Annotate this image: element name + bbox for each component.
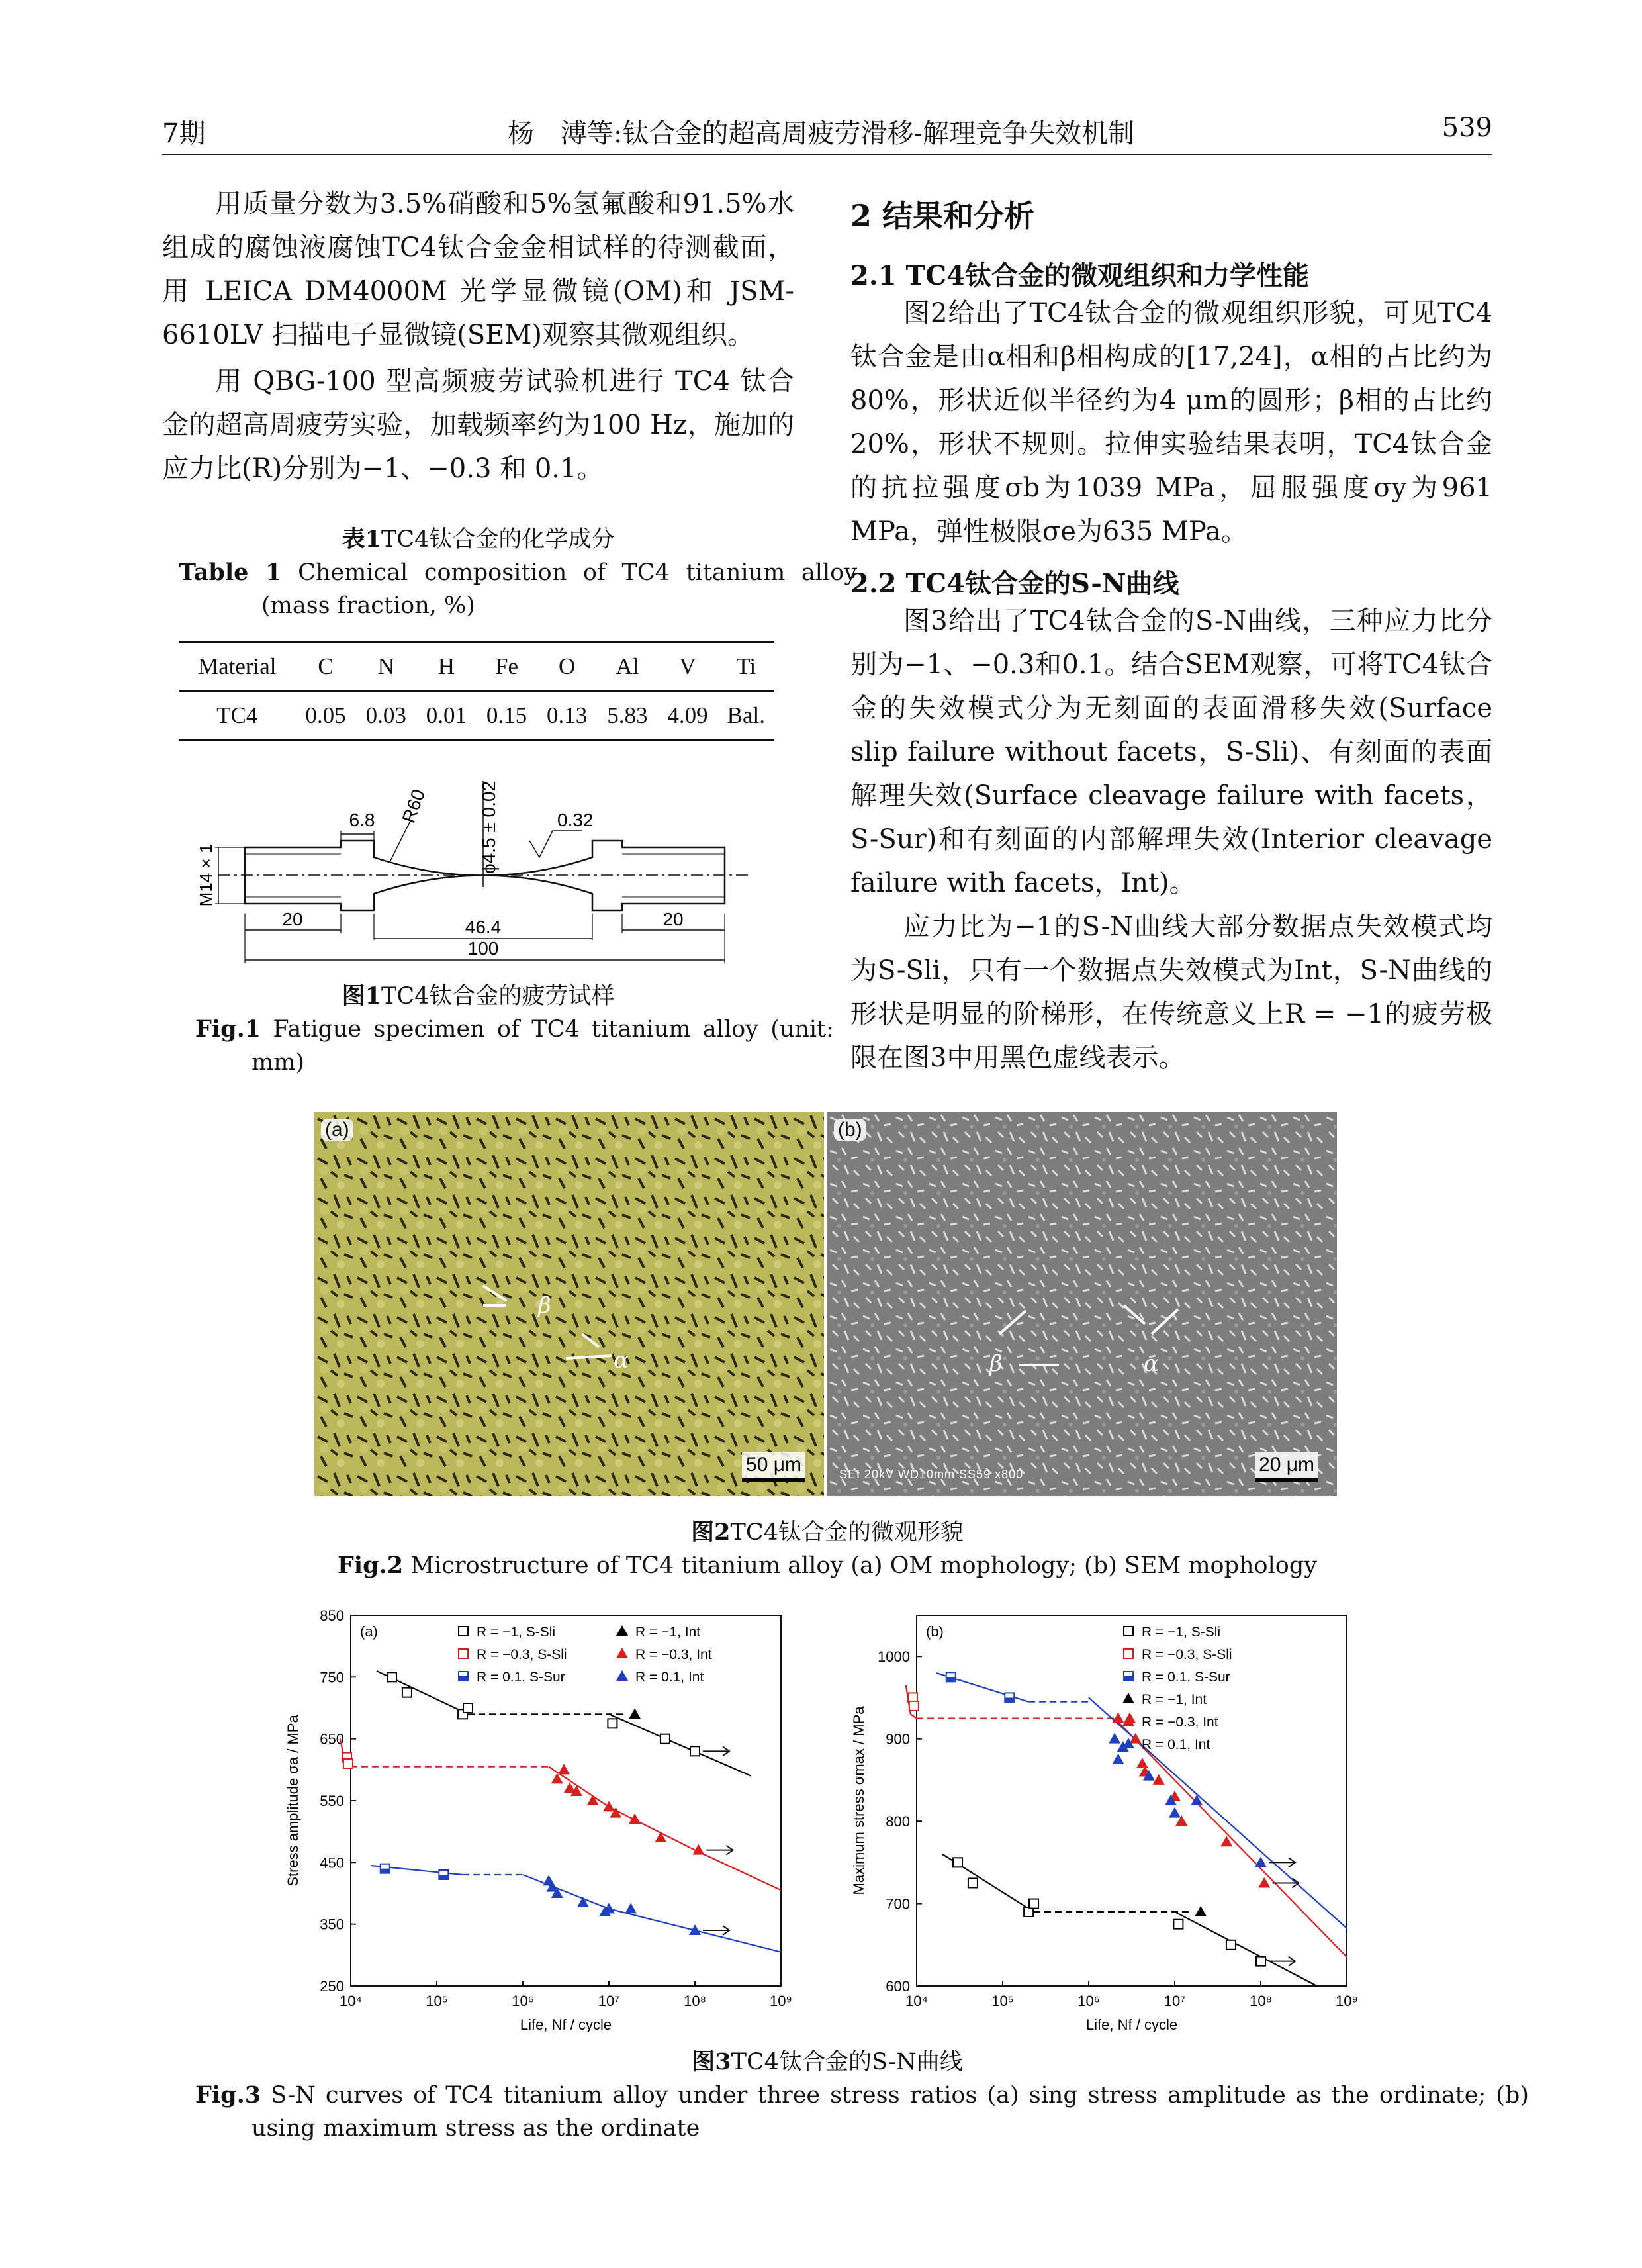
issue-number: 7期 [162,118,206,149]
fig1-caption-en [195,1013,834,1079]
y-tick-label: 700 [886,1895,910,1913]
data-point [1113,1754,1124,1764]
data-point [1255,1856,1267,1867]
fig2a-label: (a) [321,1119,353,1141]
page-number: 539 [1441,113,1492,143]
legend-entry: R = −0.3, S-Sli [1142,1647,1232,1662]
fit-line [1175,1912,1317,1986]
x-tick-label: 10⁴ [905,1993,928,2009]
data-point-fill [439,1875,448,1879]
data-point [1136,1758,1148,1768]
fig3-title-cn: TC4钛合金的S-N曲线 [731,2049,963,2075]
fig2-label-en: Fig.2 [337,1552,404,1579]
col-header: Al [616,653,639,679]
dim-100: 100 [467,938,499,959]
legend-entry: R = 0.1, Int [635,1670,704,1685]
y-tick-label: 250 [320,1978,344,1995]
table1-title-cn: TC4钛合金的化学成分 [381,526,615,553]
y-axis-label: Maximum stress σmax / MPa [850,1706,867,1895]
col-header: O [559,653,576,679]
dim-20-left: 20 [282,909,303,929]
legend-marker-fill [1124,1676,1133,1681]
data-point [953,1858,962,1867]
x-tick-label: 10⁷ [598,1993,620,2009]
table1-label-cn: 表1 [342,526,381,553]
runout-arrow [1272,1878,1299,1887]
fig1-label-cn: 图1 [342,982,381,1010]
right-text-2-1 [850,291,1492,553]
legend-entry: R = −0.3, Int [1142,1715,1218,1730]
subsection-heading-2-2: 2.2 TC4钛合金的S-N曲线 [850,568,1179,599]
col-header: H [437,653,455,679]
dim-diameter: ϕ4.5 ± 0.02 [479,780,499,874]
om-micrograph [314,1112,824,1496]
legend-entry: R = −1, Int [635,1625,701,1640]
x-tick-label: 10⁵ [991,1993,1014,2009]
col-header: V [679,653,696,679]
data-point [655,1832,666,1842]
fig2-label-cn: 图2 [691,1519,731,1546]
x-tick-label: 10⁵ [426,1993,448,2009]
paragraph-sn-r-minus-1: 应力比为−1的S-N曲线大部分数据点失效模式均为S-Sli，只有一个数据点失效模式为Int，S-N曲线的形状是明显的阶梯形，在传统意义上R = −1的疲劳极限在图3中用黑色虚线表示。 [850,912,1492,1073]
paragraph-sn-modes: 图3给出了TC4钛合金的S-N曲线，三种应力比分别为−1、−0.3和0.1。结合SEM观察，可将TC4钛合金的失效模式分为无刻面的表面滑移失效(Surface slip failure without facets，S-Sli)、有刻面的表面解理失效(Surface cleavage failure with facets，S-Sur)和有刻面的内部解理失效(Interior cleavage failure with facets，Int)。 [850,606,1492,898]
fit-line [609,1714,751,1775]
fig2-caption-cn [162,1516,1492,1549]
data-point [1258,1877,1270,1887]
legend-marker [616,1670,628,1681]
paragraph-microstructure: 图2给出了TC4钛合金的微观组织形貌，可见TC4钛合金是由α相和β相构成的[17,24]，α相的占比约为80%，形状近似半径约为4 μm的圆形；β相的占比约20%，形状不规则。拉伸实验结果表明，TC4钛合金的抗拉强度σb为1039 MPa，屈服强度σy为961 MPa，弹性极限σe为635 MPa。 [850,298,1492,547]
fig3-title-en: S-N curves of TC4 titanium alloy under three stress ratios (a) sing stress amplitude as the ordinate; (b) using maximum stress as the ordinate [251,2082,1529,2142]
right-text-2-2 [850,599,1492,1080]
fig3-caption-en [195,2079,1529,2145]
data-point [587,1795,599,1805]
data-point [1109,1733,1120,1744]
paragraph-fatigue-test: 用 QBG-100 型高频疲劳试验机进行 TC4 钛合金的超高周疲劳实验，加载频率约为100 Hz，施加的应力比(R)分别为−1、−0.3 和 0.1。 [162,366,794,484]
dim-6-8: 6.8 [349,810,375,830]
y-tick-label: 650 [320,1730,344,1748]
x-tick-label: 10⁹ [1336,1993,1358,2009]
fig1-title-en: Fatigue specimen of TC4 titanium alloy (unit: mm) [251,1016,834,1076]
y-tick-label: 850 [320,1607,344,1624]
sem-texture [827,1112,1337,1496]
sn-chart-stress-amplitude [271,1602,801,2032]
legend-entry: R = 0.1, Int [1142,1737,1210,1752]
data-point [402,1688,412,1697]
y-tick-label: 450 [320,1854,344,1871]
data-point [629,1708,641,1719]
x-tick-label: 10⁶ [1077,1993,1100,2009]
legend-entry: R = −0.3, Int [635,1647,712,1662]
data-point [1169,1807,1181,1818]
x-tick-label: 10⁸ [1250,1993,1272,2009]
left-column-text [162,182,794,491]
fit-line [1115,1719,1347,1958]
legend-marker [1124,1649,1133,1658]
dim-r60: R60 [398,786,430,826]
sn-chart-maximum-stress [837,1602,1367,2032]
data-point [1113,1713,1124,1723]
x-axis-label: Life, Nf / cycle [520,2016,612,2032]
fatigue-specimen-drawing [192,768,774,973]
data-point [387,1672,396,1681]
chem-table-header-row [179,643,774,691]
radius-leader [390,821,410,861]
fig2b-label: (b) [834,1119,866,1141]
subsection-heading-2-1: 2.1 TC4钛合金的微观组织和力学性能 [850,260,1309,291]
roughness-symbol [529,831,582,857]
dim-m14: M14 × 1 [196,843,216,907]
table1-title-en: Chemical composition of TC4 titanium alloy (mass fraction, %) [261,559,857,619]
col-header: C [318,653,334,679]
scale-bar-b: 20 μm [1255,1452,1318,1482]
x-tick-label: 10⁷ [1163,1993,1186,2009]
legend-marker [459,1627,468,1636]
legend-marker-fill [459,1676,468,1681]
legend-entry: R = −1, S-Sli [477,1625,556,1640]
data-point [1029,1899,1038,1909]
table1 [179,641,774,741]
x-axis-label: Life, Nf / cycle [1085,2016,1178,2032]
data-point [1256,1957,1265,1966]
runout-arrow [1269,1957,1295,1966]
x-tick-label: 10⁴ [340,1993,362,2009]
legend-marker [459,1649,468,1658]
data-point [558,1764,570,1774]
fit-line [549,1767,781,1891]
y-tick-label: 550 [320,1793,344,1809]
y-tick-label: 750 [320,1669,344,1686]
table-cell: 0.03 [365,702,406,728]
legend-marker [1124,1627,1133,1636]
legend-entry: R = −0.3, S-Sli [477,1647,567,1662]
table-cell: 4.09 [667,702,708,728]
legend-marker [1122,1693,1134,1703]
fit-line [523,1875,781,1952]
dim-46-4: 46.4 [465,917,502,937]
data-point [343,1759,353,1768]
col-header: Material [197,653,277,679]
table-row [179,691,774,739]
panel-label: (a) [360,1623,378,1640]
legend-entry: R = 0.1, S-Sur [1142,1670,1230,1685]
table1-caption-en [179,556,857,622]
data-point [1226,1940,1236,1950]
data-point [603,1801,615,1811]
table-cell: 5.83 [607,702,648,728]
y-axis-label: Stress amplitude σa / MPa [285,1715,301,1887]
x-tick-label: 10⁹ [770,1993,792,2009]
fig1-title-cn: TC4钛合金的疲劳试样 [381,983,615,1010]
x-tick-label: 10⁸ [684,1993,706,2009]
data-point [463,1703,473,1713]
table1-label-en: Table 1 [179,559,282,586]
chem-table [179,643,774,739]
legend-entry: R = 0.1, S-Sur [477,1670,565,1685]
scale-bar-a: 50 μm [742,1452,805,1482]
alpha-label-sem: α [1144,1350,1159,1377]
panel-label: (b) [926,1623,944,1640]
dim-roughness: 0.32 [557,810,594,830]
runout-arrow [1269,1858,1295,1867]
fig2-title-en: Microstructure of TC4 titanium alloy (a) OM mophology; (b) SEM mophology [410,1552,1318,1579]
beta-label-sem: β [989,1350,1003,1377]
data-point [625,1903,637,1913]
y-tick-label: 350 [320,1916,344,1933]
data-point [1195,1906,1207,1916]
table-cell: 0.01 [426,702,467,728]
runout-arrow [703,1746,729,1756]
om-texture [314,1112,824,1496]
legend-marker [616,1648,628,1658]
sem-micrograph [827,1112,1337,1496]
fig1-label-en: Fig.1 [195,1016,261,1043]
table-cell: 0.15 [486,702,527,728]
table-cell: 0.05 [305,702,346,728]
paragraph-etching: 用质量分数为3.5%硝酸和5%氢氟酸和91.5%水组成的腐蚀液腐蚀TC4钛合金金相试样的待测截面，用 LEICA DM4000M 光学显微镜(OM)和 JSM-6610LV 扫描电子显微镜(SEM)观察其微观组织。 [162,189,794,350]
section-heading: 2 结果和分析 [850,198,1035,234]
legend-marker [616,1625,628,1636]
table-cell: 0.13 [547,702,588,728]
fig2-title-cn: TC4钛合金的微观形貌 [730,1519,964,1546]
data-point [1153,1774,1165,1785]
fig3-label-cn: 图3 [692,2048,731,2075]
running-title: 杨 溥等:钛合金的超高周疲劳滑移-解理竞争失效机制 [508,118,1134,149]
data-point-fill [946,1677,956,1681]
table-cell: Bal. [727,702,765,728]
y-tick-label: 1000 [878,1648,910,1666]
legend-entry: R = −1, Int [1142,1692,1207,1707]
data-point-fill [381,1869,390,1873]
dim-20-right: 20 [662,909,684,929]
data-point [608,1719,617,1728]
data-point [1191,1795,1203,1805]
col-header: Fe [495,653,519,679]
data-point [661,1734,670,1744]
y-tick-label: 600 [886,1978,910,1995]
fit-line [1089,1697,1347,1928]
y-tick-label: 800 [886,1813,910,1830]
sem-info-bar: SEI 20kV WD10mm SS59 x800 [839,1468,1024,1481]
y-tick-label: 900 [886,1730,910,1748]
alpha-label-om: α [614,1347,629,1374]
beta-label-om: β [538,1292,551,1319]
fig1-caption-cn [162,980,794,1013]
header-rule [162,154,1492,155]
data-point [909,1701,919,1711]
fig2-caption-en [162,1549,1492,1582]
data-point-fill [1005,1697,1014,1702]
col-header: Ti [736,653,756,679]
x-tick-label: 10⁶ [512,1993,534,2009]
runout-arrow [706,1846,733,1855]
fig3-label-en: Fig.3 [195,2081,261,2108]
fig3-caption-cn [162,2046,1492,2079]
table-cell: TC4 [216,702,258,728]
legend-entry: R = −1, S-Sli [1142,1625,1221,1640]
table1-caption-cn [162,523,794,556]
data-point [968,1878,978,1887]
col-header: N [377,653,394,679]
data-point [1173,1920,1183,1929]
data-point [690,1746,700,1756]
data-point [577,1897,589,1907]
